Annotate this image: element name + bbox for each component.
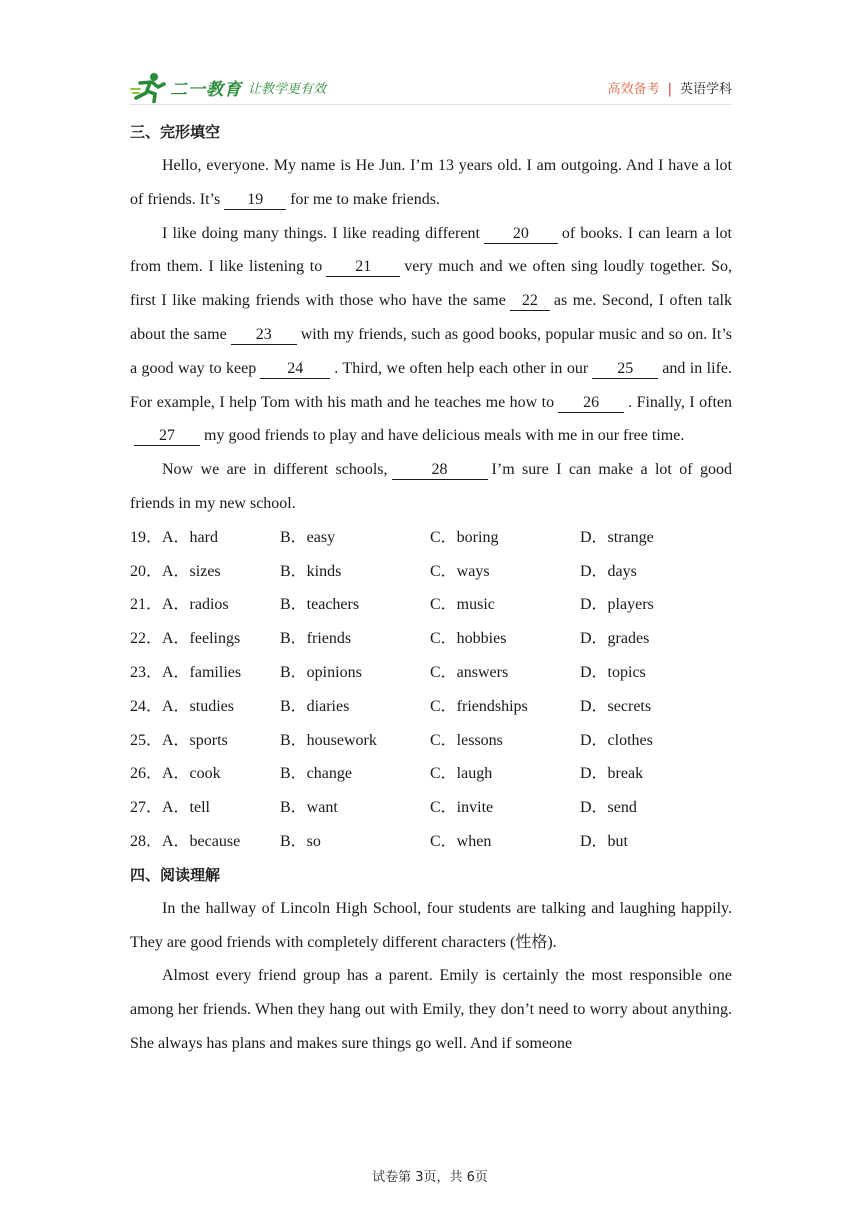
text-run: very much and we often sing loudly together. So, first I like making friends with those who have the same	[130, 258, 733, 310]
option-d: D．players	[580, 596, 654, 614]
option-a: 27．A．tell	[130, 799, 210, 817]
text-run: my good friends to play and have delicious meals with me in our free time.	[204, 427, 685, 445]
text-run: . Third, we often help each other in our	[334, 359, 589, 377]
option-row	[130, 757, 732, 791]
blank-20: 20	[484, 225, 558, 244]
option-row	[130, 588, 732, 622]
cloze-paragraph-1	[130, 149, 732, 217]
option-d: D．secrets	[580, 697, 652, 715]
text-run: and in life. For example, I help Tom with his math and he teaches me how to	[130, 359, 733, 411]
option-d: D．grades	[580, 630, 650, 648]
blank-26: 26	[558, 394, 624, 413]
blank-23: 23	[231, 326, 297, 345]
option-row	[130, 791, 732, 825]
option-c: C．answers	[430, 663, 509, 681]
option-a: 21．A．radios	[130, 596, 229, 614]
blank-24: 24	[260, 360, 330, 379]
option-d: D．strange	[580, 528, 654, 546]
option-row	[130, 825, 732, 859]
text-run: . Finally, I often	[628, 393, 733, 411]
option-b: B．kinds	[280, 562, 342, 580]
option-d: D．but	[580, 832, 629, 850]
option-c: C．when	[430, 832, 492, 850]
blank-27: 27	[134, 427, 200, 446]
section-title-cloze: 三、完形填空	[130, 123, 221, 141]
option-a: 23．A．families	[130, 663, 242, 681]
reading-paragraph-1: In the hallway of Lincoln High School, four students are talking and laughing happily. They are good friends with completely different characters (性格).	[130, 899, 732, 951]
page-header	[130, 70, 732, 106]
option-a: 24．A．studies	[130, 697, 235, 715]
text-run: of books. I can learn a lot from them. I like listening to	[130, 224, 732, 276]
option-b: B．teachers	[280, 596, 360, 614]
blank-19: 19	[224, 191, 286, 210]
option-d: D．topics	[580, 663, 646, 681]
page-number: 试卷第 3页，共 6页	[372, 1170, 488, 1185]
text-run: I’m sure I can make a lot of good friends in my new school.	[130, 461, 733, 512]
options-list	[130, 521, 732, 859]
option-a: 28．A．because	[130, 832, 241, 850]
text-run: Hello, everyone. My name is He Jun. I’m 13 years old. I am outgoing. And I have a lot of friends. It’s	[130, 157, 732, 208]
text-run: for me to make friends.	[290, 190, 440, 208]
option-b: B．so	[280, 832, 321, 850]
option-c: C．ways	[430, 562, 490, 580]
logo	[130, 70, 326, 104]
option-c: C．laugh	[430, 765, 493, 783]
blank-25: 25	[592, 360, 658, 379]
option-c: C．hobbies	[430, 630, 507, 648]
option-row	[130, 724, 732, 758]
option-b: B．diaries	[280, 697, 350, 715]
option-d: D．send	[580, 799, 637, 817]
text-run: I like doing many things. I like reading different	[162, 224, 480, 242]
section-title-reading: 四、阅读理解	[130, 865, 221, 884]
option-c: C．friendships	[430, 697, 528, 715]
cloze-paragraph-2	[130, 217, 732, 454]
option-b: B．opinions	[280, 663, 362, 681]
header-divider	[130, 104, 732, 105]
text-run: as me. Second, I often talk about the same	[130, 292, 732, 343]
option-d: D．days	[580, 562, 637, 580]
option-d: D．clothes	[580, 731, 653, 749]
option-a: 26．A．cook	[130, 765, 221, 783]
option-d: D．break	[580, 765, 644, 783]
option-a: 19．A．hard	[130, 528, 218, 546]
option-c: C．invite	[430, 799, 494, 817]
blank-28: 28	[392, 461, 488, 480]
option-row	[130, 656, 732, 690]
text-run: with my friends, such as good books, popular music and so on. It’s a good way to keep	[130, 325, 733, 377]
brand-name: 二一教育	[170, 79, 242, 100]
option-a: 20．A．sizes	[130, 562, 221, 580]
exam-content	[130, 116, 732, 1061]
option-b: B．want	[280, 799, 338, 817]
header-subject	[608, 78, 732, 97]
cloze-paragraph-3	[130, 453, 732, 521]
option-row	[130, 622, 732, 656]
text-run: Now we are in different schools,	[162, 461, 388, 479]
option-row	[130, 690, 732, 724]
header-tag: 高效备考	[607, 82, 660, 97]
option-row	[130, 555, 732, 589]
blank-22: 22	[510, 292, 550, 311]
option-b: B．easy	[280, 528, 336, 546]
option-b: B．friends	[280, 630, 352, 648]
option-b: B．change	[280, 765, 352, 783]
option-c: C．boring	[430, 528, 499, 546]
option-c: C．lessons	[430, 731, 503, 749]
option-c: C．music	[430, 596, 495, 614]
header-subject-label: 英语学科	[679, 82, 732, 97]
header-separator: |	[667, 82, 672, 97]
option-a: 25．A．sports	[130, 731, 228, 749]
brand-slogan: 让教学更有效	[248, 81, 327, 97]
option-row	[130, 521, 732, 555]
reading-paragraph-2: Almost every friend group has a parent. Emily is certainly the most responsible one among her friends. When they hang out with Emily, they don’t need to worry about anything. She always has plans and makes sure things go well. And if someone	[130, 967, 732, 1052]
option-b: B．housework	[280, 731, 377, 749]
blank-21: 21	[326, 258, 400, 277]
option-a: 22．A．feelings	[130, 630, 241, 648]
runner-logo-icon	[130, 71, 168, 103]
